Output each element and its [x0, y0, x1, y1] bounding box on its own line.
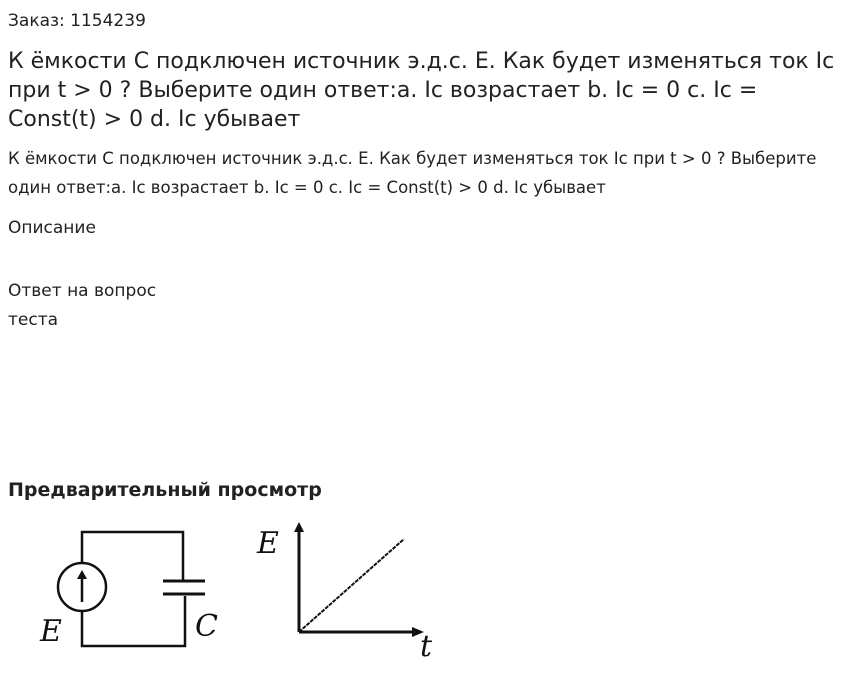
preview-heading: Предварительный просмотр: [8, 479, 322, 501]
graph-emf-line: [299, 539, 404, 632]
capacitor-label: C: [195, 609, 218, 644]
graph-y-label: E: [257, 526, 279, 561]
page-title: К ёмкости С подключен источник э.д.с. Е. Как будет изменяться ток Ic при t > 0 ? Выберите один ответ:a. Ic возрастает b. Ic = 0 c. Ic = Const(t) > 0 d. Ic убывает: [8, 49, 835, 132]
circuit-and-graph-illustration: [28, 516, 438, 664]
graph-y-axis-arrow: [294, 522, 304, 532]
circuit-wire-top: [82, 532, 183, 581]
answer-label: Ответ на вопрос теста: [8, 281, 157, 330]
preview-figure: [28, 516, 438, 664]
graph-x-label: t: [420, 629, 433, 664]
circuit-diagram: [58, 532, 205, 646]
order-number: Заказ: 1154239: [8, 11, 146, 31]
description-label: Описание: [8, 218, 96, 238]
source-label: E: [40, 614, 62, 649]
emf-time-graph: [294, 522, 424, 637]
circuit-wire-bottom: [82, 596, 185, 646]
emf-source-arrow-head: [77, 570, 87, 579]
question-text: К ёмкости С подключен источник э.д.с. Е. Как будет изменяться ток Ic при t > 0 ? Выберите один ответ:a. Ic возрастает b. Ic = 0 c. Ic = Const(t) > 0 d. Ic убывает: [8, 149, 817, 197]
